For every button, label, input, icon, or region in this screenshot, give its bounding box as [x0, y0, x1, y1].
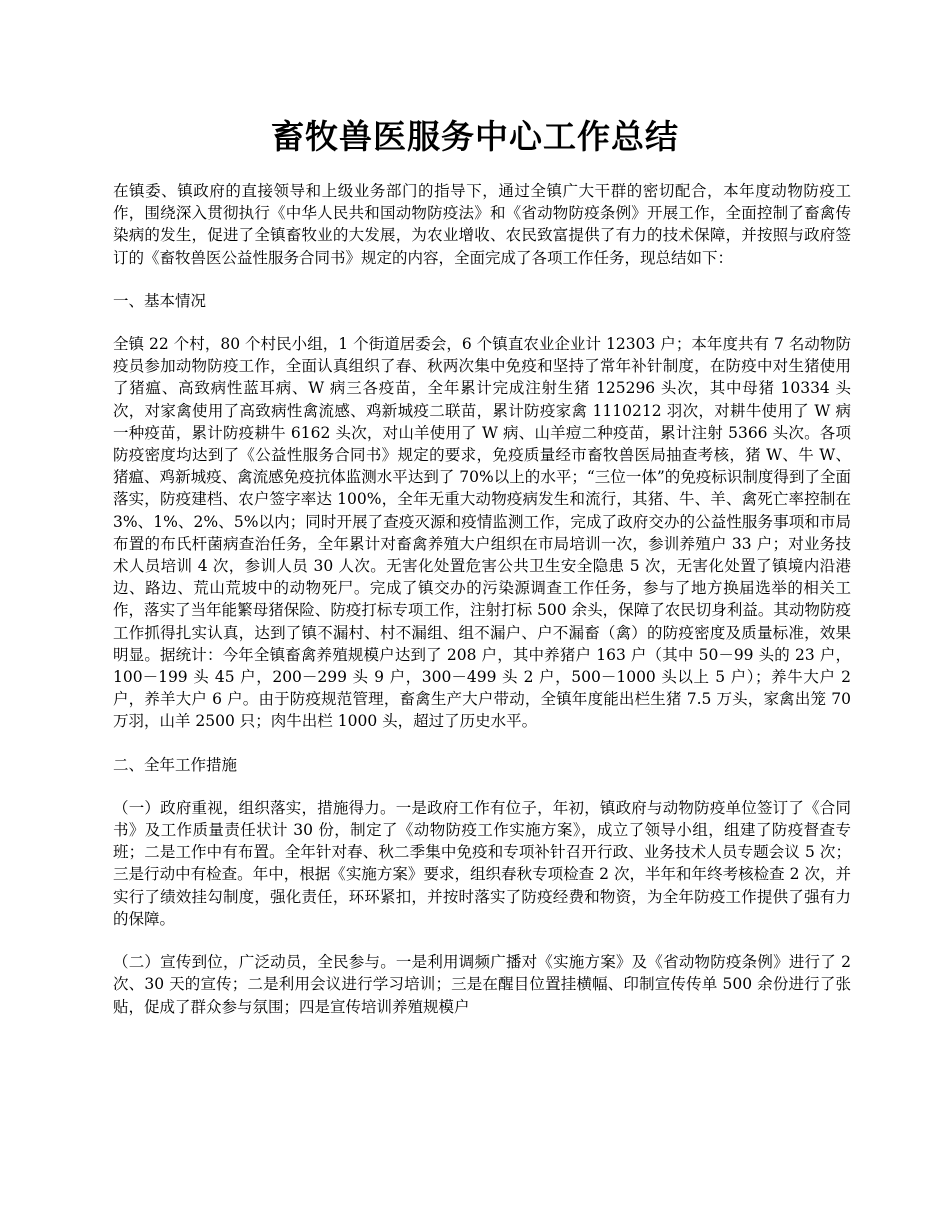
document-body: [113, 180, 851, 1039]
intro-paragraph: 在镇委、镇政府的直接领导和上级业务部门的指导下，通过全镇广大干群的密切配合，本年度动物防疫工作，围绕深入贯彻执行《中华人民共和国动物防疫法》和《省动物防疫条例》开展工作，全面控制了畜禽传染病的发生，促进了全镇畜牧业的大发展，为农业增收、农民致富提供了有力的技术保障，并按照与政府签订的《畜牧兽医公益性服务合同书》规定的内容，全面完成了各项工作任务，现总结如下：: [113, 182, 851, 267]
section-heading-annual-measures: 二、全年工作措施: [113, 755, 238, 774]
basic-situation-paragraph: 全镇 22 个村，80 个村民小组，1 个街道居委会，6 个镇直农业企业计 12303 户；本年度共有 7 名动物防疫员参加动物防疫工作，全面认真组织了春、秋两次集中免疫和坚持了常年补针制度，在防疫中对生猪使用了猪瘟、高致病性蓝耳病、W 病三各疫苗，全年累计完成注射生猪 125296 头次，其中母猪 10334 头次，对家禽使用了高致病性禽流感、鸡新城疫二联苗，累计防疫家禽 1110212 羽次，对耕牛使用了 W 病一种疫苗，累计防疫耕牛 6162 头次，对山羊使用了 W 病、山羊痘二种疫苗，累计注射 5366 头次。各项防疫密度均达到了《公益性服务合同书》规定的要求，免疫质量经市畜牧兽医局抽查考核，猪 W、牛 W、猪瘟、鸡新城疫、禽流感免疫抗体监测水平达到了 70%以上的水平；“三位一体”的免疫标识制度得到了全面落实，防疫建档、农户签字率达 100%，全年无重大动物疫病发生和流行，其猪、牛、羊、禽死亡率控制在 3%、1%、2%、5%以内；同时开展了查疫灭源和疫情监测工作，完成了政府交办的公益性服务事项和市局布置的布氏杆菌病查治任务，全年累计对畜禽养殖大户组织在市局培训一次，参训养殖户 33 户；对业务技术人员培训 4 次，参训人员 30 人次。无害化处置危害公共卫生安全隐患 5 次，无害化处置了镇境内沿港边、路边、荒山荒坡中的动物死尸。完成了镇交办的污染源调查工作任务，参与了地方换届选举的相关工作，落实了当年能繁母猪保险、防疫打标专项工作，注射打标 500 余头，保障了农民切身利益。其动物防疫工作抓得扎实认真，达到了镇不漏村、村不漏组、组不漏户、户不漏畜（禽）的防疫密度及质量标准，效果明显。据统计：今年全镇畜禽养殖规模户达到了 208 户，其中养猪户 163 户（其中 50－99 头的 23 户，100－199 头 45 户，200－299 头 9 户，300－499 头 2 户，500－1000 头以上 5 户）；养牛大户 2 户，养羊大户 6 户。由于防疫规范管理，畜禽生产大户带动，全镇年度能出栏生猪 7.5 万头，家禽出笼 70 万羽，山羊 2500 只；肉牛出栏 1000 头，超过了历史水平。: [113, 335, 851, 731]
measures-paragraph-2: （二）宣传到位，广泛动员，全民参与。一是利用调频广播对《实施方案》及《省动物防疫条例》进行了 2 次、30 天的宣传；二是利用会议进行学习培训；三是在醒目位置挂横幅、印制宣传传单 500 余份进行了张贴，促成了群众参与氛围；四是宣传培训养殖规模户: [113, 953, 851, 1016]
document-title: 畜牧兽医服务中心工作总结: [271, 117, 679, 156]
measures-paragraph-1: （一）政府重视，组织落实，措施得力。一是政府工作有位子，年初，镇政府与动物防疫单位签订了《合同书》及工作质量责任状计 30 份，制定了《动物防疫工作实施方案》，成立了领导小组，组建了防疫督查专班；二是工作中有布置。全年针对春、秋二季集中免疫和专项补针召开行政、业务技术人员专题会议 5 次；三是行动中有检查。年中，根据《实施方案》要求，组织春秋专项检查 2 次，半年和年终考核检查 2 次，并实行了绩效挂勾制度，强化责任，环环紧扣，并按时落实了防疫经费和物资，为全年防疫工作提供了强有力的保障。: [113, 798, 851, 928]
section-heading-basic-situation: 一、基本情况: [113, 291, 207, 310]
